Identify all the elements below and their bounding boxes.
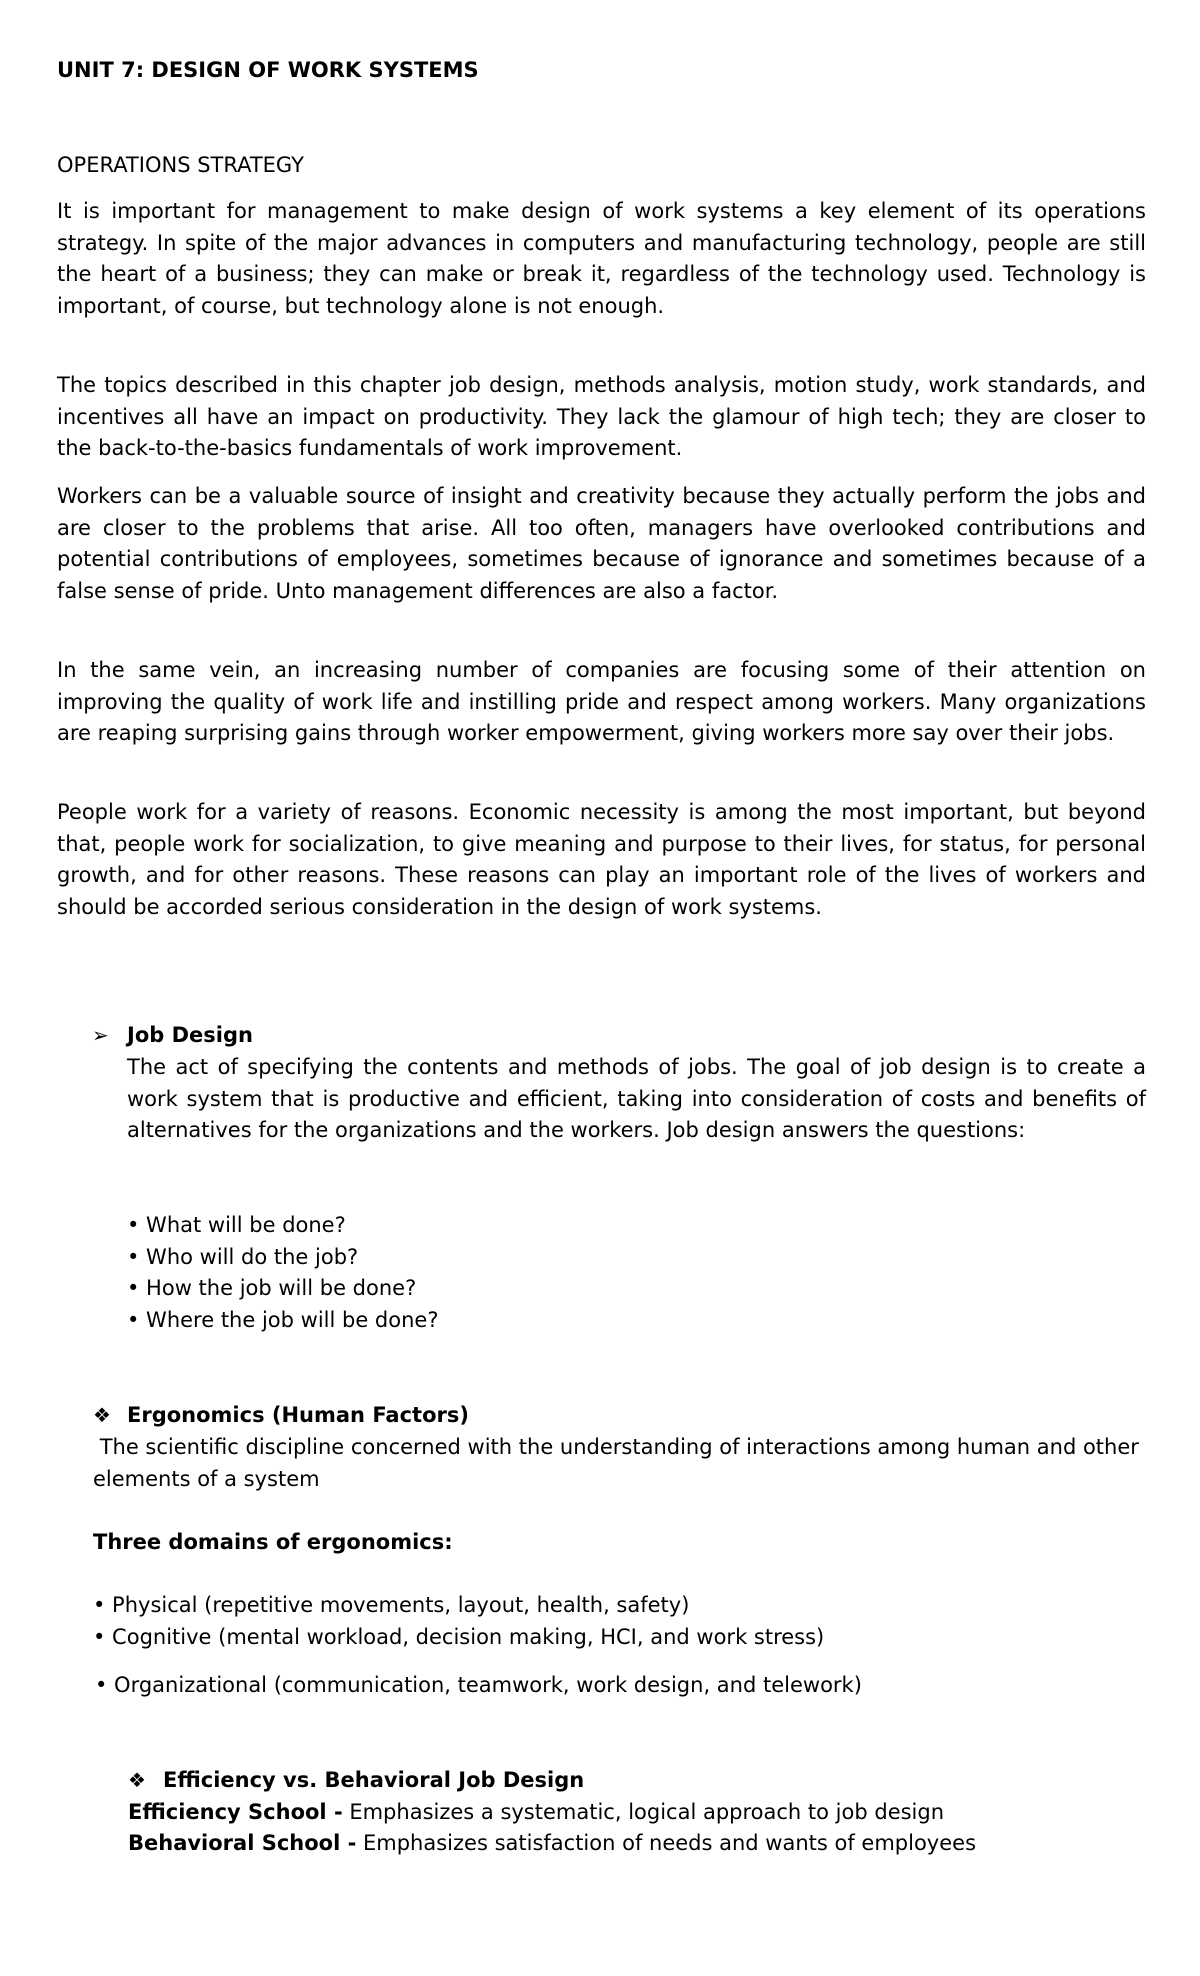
diamond-bullet-icon: ❖	[93, 1403, 111, 1427]
behavioral-school-definition	[128, 1828, 976, 1860]
section-title-operations-strategy: OPERATIONS STRATEGY	[57, 153, 304, 177]
paragraph: People work for a variety of reasons. Economic necessity is among the most important, but beyond that, people work for socialization, to give meaning and purpose to their lives, for status, for personal growth, and for other reasons. These reasons can play an important role of the lives of workers and should be accorded serious consideration in the design of work systems.	[57, 800, 1146, 920]
list-item: • Where the job will be done?	[127, 1308, 439, 1333]
behavioral-school-label: Behavioral School -	[128, 1831, 357, 1855]
paragraph: In the same vein, an increasing number of companies are focusing some of their attention on improving the quality of work life and instilling pride and respect among workers. Many organizations are reaping surprising gains through worker empowerment, giving workers more say over their jobs.	[57, 658, 1146, 746]
job-design-heading	[92, 1020, 253, 1052]
list-item: • What will be done?	[127, 1213, 346, 1237]
job-design-description: The act of specifying the contents and methods of jobs. The goal of job design is to create a work system that is productive and efficient, taking into consideration of costs and benefits of alternatives for the organizations and the workers. Job design answers the questions:	[127, 1055, 1146, 1143]
paragraph: The topics described in this chapter job design, methods analysis, motion study, work standards, and incentives all have an impact on productivity. They lack the glamour of high tech; they are closer to the back-to-the-basics fundamentals of work improvement.	[57, 373, 1146, 461]
ergonomics-heading-text: Ergonomics (Human Factors)	[127, 1403, 469, 1427]
list-item: • Physical (repetitive movements, layout, health, safety)	[93, 1593, 690, 1617]
behavioral-school-text: Emphasizes satisfaction of needs and wants of employees	[356, 1831, 977, 1855]
arrow-bullet-icon: ➢	[92, 1023, 109, 1047]
ergonomics-description: The scientific discipline concerned with the understanding of interactions among human and other elements of a system	[93, 1435, 1146, 1491]
list-item: • Cognitive (mental workload, decision making, HCI, and work stress)	[93, 1625, 825, 1649]
list-item: • How the job will be done?	[127, 1276, 417, 1301]
document-title: UNIT 7: DESIGN OF WORK SYSTEMS	[57, 58, 479, 82]
job-design-heading-text: Job Design	[127, 1023, 253, 1047]
paragraph: Workers can be a valuable source of insight and creativity because they actually perform the jobs and are closer to the problems that arise. All too often, managers have overlooked contributions and potential contributions of employees, sometimes because of ignorance and sometimes because of a false sense of pride. Unto management differences are also a factor.	[57, 484, 1146, 604]
efficiency-school-text: Emphasizes a systematic, logical approach to job design	[342, 1800, 945, 1824]
efficiency-vs-behavioral-heading	[128, 1765, 584, 1797]
ergonomics-heading	[93, 1400, 469, 1432]
paragraph: It is important for management to make design of work systems a key element of its operations strategy. In spite of the major advances in computers and manufacturing technology, people are still the heart of a business; they can make or break it, regardless of the technology used. Technology is important, of course, but technology alone is not enough.	[57, 199, 1146, 319]
efficiency-vs-behavioral-heading-text: Efficiency vs. Behavioral Job Design	[163, 1768, 585, 1792]
diamond-bullet-icon: ❖	[128, 1768, 146, 1792]
job-design-questions-list	[127, 1210, 438, 1337]
domains-heading: Three domains of ergonomics:	[93, 1530, 453, 1554]
list-item: • Organizational (communication, teamwork, work design, and telework)	[95, 1673, 862, 1697]
list-item: • Who will do the job?	[127, 1244, 359, 1269]
efficiency-school-definition	[128, 1797, 944, 1829]
efficiency-school-label: Efficiency School -	[128, 1800, 343, 1824]
